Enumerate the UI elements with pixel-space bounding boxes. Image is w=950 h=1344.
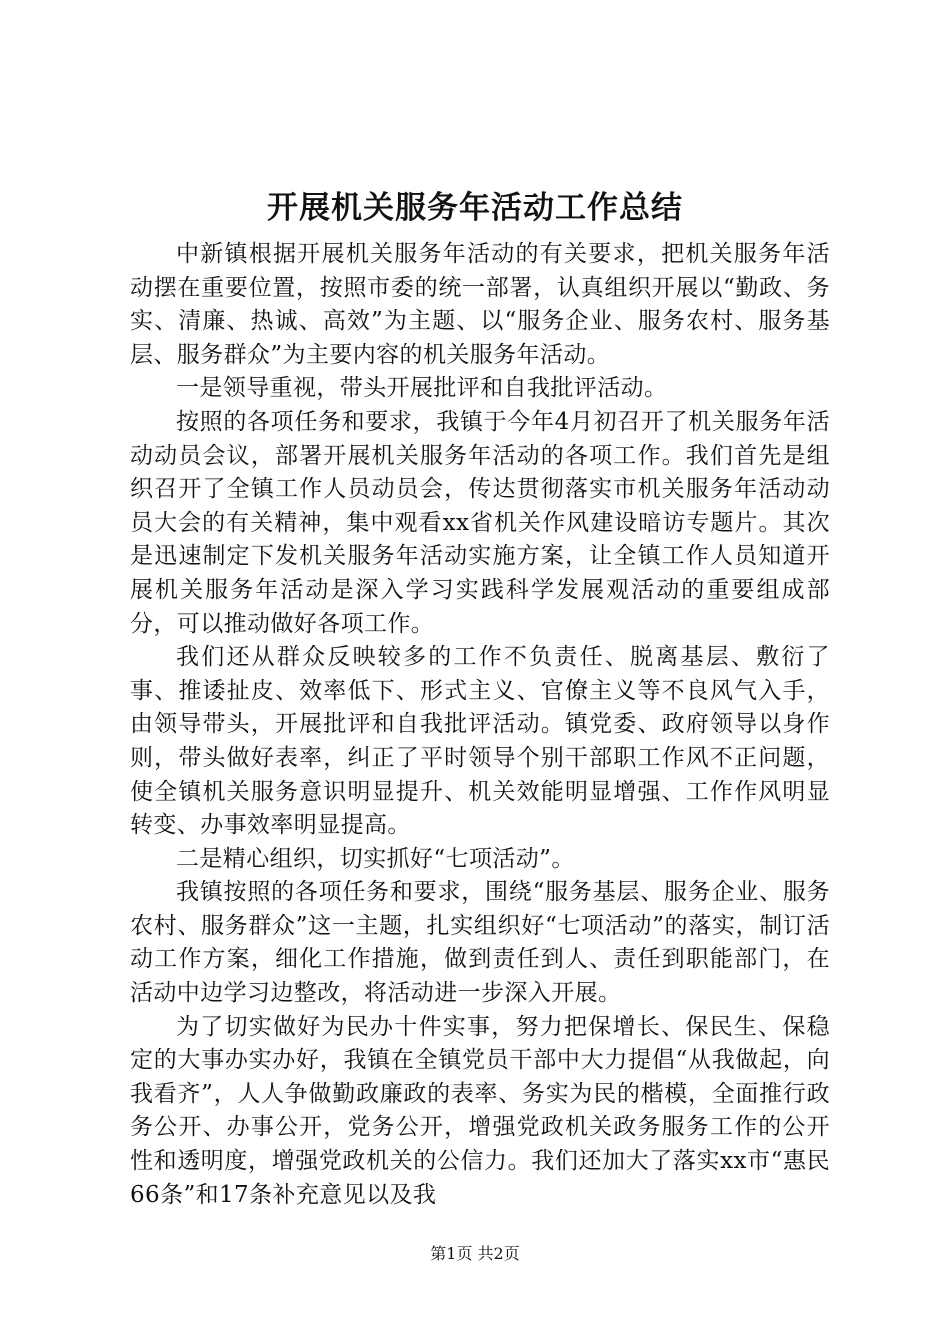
section-heading-2: 二是精心组织，切实抓好“七项活动”。 bbox=[176, 845, 575, 872]
paragraph-intro: 中新镇根据开展机关服务年活动的有关要求，把机关服务年活动摆在重要位置，按照市委的统一部署，认真组织开展以“勤政、务实、清廉、热诚、高效”为主题、以“服务企业、服务农村、服务基层、服务群众”为主要内容的机关服务年活动。 bbox=[130, 241, 830, 368]
document-title: 开展机关服务年活动工作总结 bbox=[267, 190, 683, 226]
paragraph-4: 为了切实做好为民办十件实事，努力把保增长、保民生、保稳定的大事办实办好，我镇在全镇党员干部中大力提倡“从我做起，向我看齐”，人人争做勤政廉政的表率、务实为民的楷模，全面推行政务公开、办事公开，党务公开，增强党政机关政务服务工作的公开性和透明度，增强党政机关的公信力。我们还加大了落实xx市“惠民66条”和17条补充意见以及我 bbox=[130, 1013, 830, 1208]
page-footer: 第1页 共2页 bbox=[430, 1244, 520, 1263]
paragraph-3: 我镇按照的各项任务和要求，围绕“服务基层、服务企业、服务农村、服务群众”这一主题，扎实组织好“七项活动”的落实，制订活动工作方案，细化工作措施，做到责任到人、责任到职能部门，在活动中边学习边整改，将活动进一步深入开展。 bbox=[130, 879, 830, 1007]
section-heading-1: 一是领导重视，带头开展批评和自我批评活动。 bbox=[176, 375, 668, 402]
paragraph-2: 我们还从群众反映较多的工作不负责任、脱离基层、敷衍了事、推诿扯皮、效率低下、形式主义、官僚主义等不良风气入手，由领导带头，开展批评和自我批评活动。镇党委、政府领导以身作则，带头做好表率，纠正了平时领导个别干部职工作风不正问题，使全镇机关服务意识明显提升、机关效能明显增强、工作作风明显转变、办事效率明显提高。 bbox=[130, 644, 830, 839]
document-body bbox=[130, 238, 830, 1212]
paragraph-1: 按照的各项任务和要求，我镇于今年4月初召开了机关服务年活动动员会议，部署开展机关服务年活动的各项工作。我们首先是组织召开了全镇工作人员动员会，传达贯彻落实市机关服务年活动动员大会的有关精神，集中观看xx省机关作风建设暗访专题片。其次是迅速制定下发机关服务年活动实施方案，让全镇工作人员知道开展机关服务年活动是深入学习实践科学发展观活动的重要组成部分，可以推动做好各项工作。 bbox=[130, 408, 830, 637]
